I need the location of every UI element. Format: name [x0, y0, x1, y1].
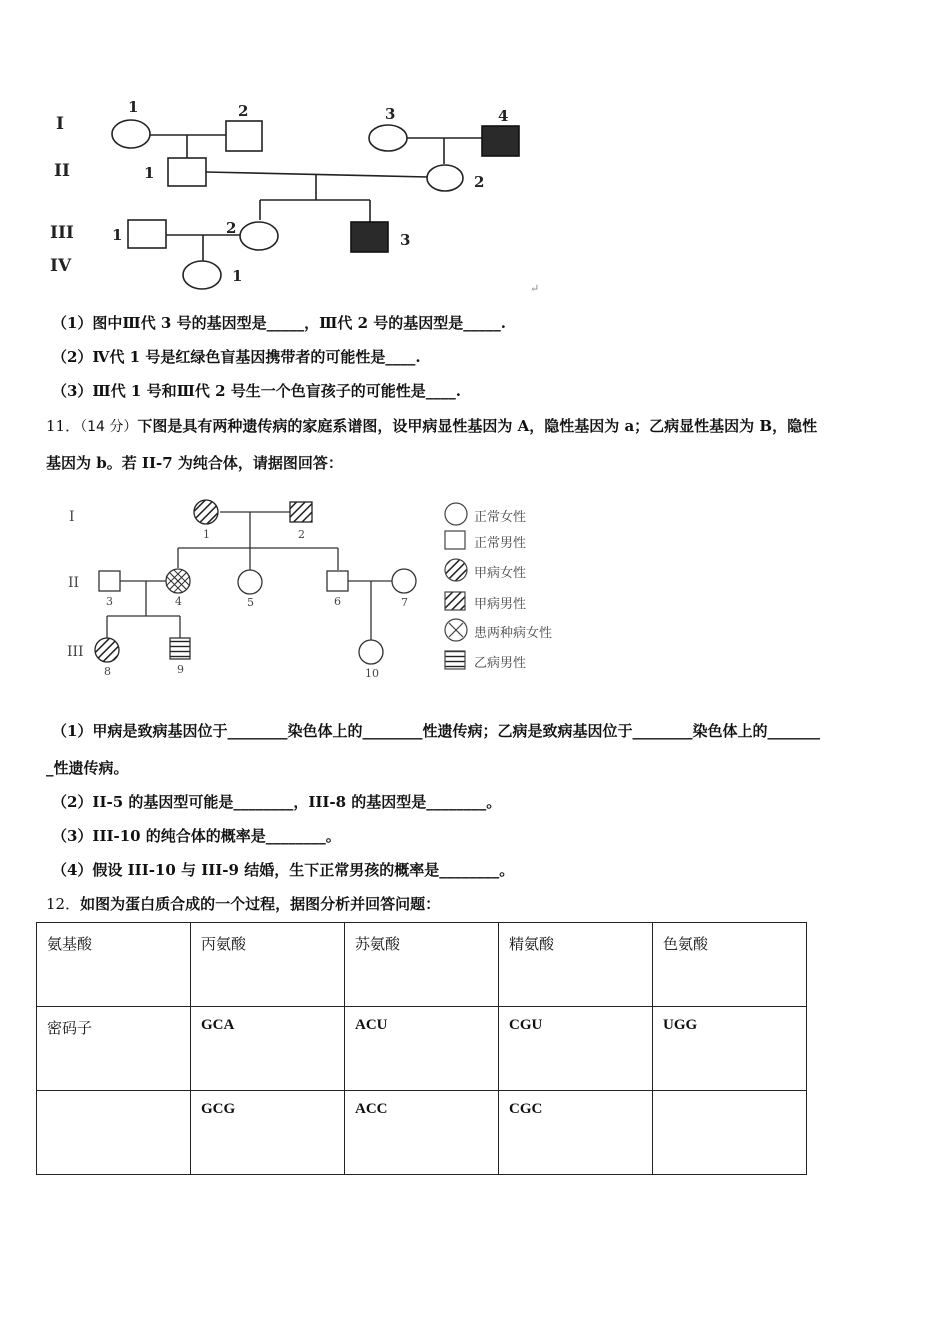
table-cell: GCG [191, 1091, 345, 1175]
legend-disease-a-male-icon [445, 592, 465, 610]
ped1-id: 2 [238, 102, 249, 120]
ped1-iv1-female [183, 261, 221, 289]
legend-both-diseases-female: 患两种病女性 [474, 626, 553, 641]
pedigree-1 [0, 90, 600, 300]
table-row [37, 1091, 807, 1175]
ped2-ii4-both-diseases-female [166, 569, 190, 593]
ped1-ii1-male [168, 158, 206, 186]
ped1-id: 1 [128, 98, 139, 116]
table-cell: 氨基酸 [37, 923, 191, 1007]
table-cell: CGC [499, 1091, 653, 1175]
legend-normal-male-icon [445, 531, 465, 549]
q11-line2: 基因为 b。若 II-7 为纯合体，请据图回答： [46, 454, 343, 472]
table-cell: 精氨酸 [499, 923, 653, 1007]
table-cell [653, 1091, 807, 1175]
ped1-ii2-female [427, 165, 463, 191]
table-cell: 色氨酸 [653, 923, 807, 1007]
legend-normal-male: 正常男性 [474, 536, 527, 551]
ped2-id: 9 [177, 663, 184, 676]
ped2-ii6-normal-male [327, 571, 348, 591]
q11-part1-continued: _性遗传病。 [46, 759, 129, 777]
q10-part2: （2）Ⅳ代 1 号是红绿色盲基因携带者的可能性是____. [52, 348, 421, 366]
table-cell: ACU [345, 1007, 499, 1091]
ped2-id: 8 [104, 665, 111, 678]
ped2-id: 5 [247, 596, 254, 609]
legend-disease-a-female-icon [445, 559, 467, 581]
ped2-gen-label: III [67, 644, 84, 660]
ped2-id: 4 [175, 595, 182, 608]
table-cell: UGG [653, 1007, 807, 1091]
ped1-gen-label: III [50, 223, 74, 243]
ped2-ii5-normal-female [238, 570, 262, 594]
ped1-gen-label: I [56, 114, 64, 134]
q10-part3: （3）Ⅲ代 1 号和Ⅲ代 2 号生一个色盲孩子的可能性是____. [52, 382, 461, 400]
q11-score: （14 分） [80, 419, 138, 435]
table-cell: 密码子 [37, 1007, 191, 1091]
ped1-id: 1 [112, 226, 123, 244]
ped1-id: 1 [144, 164, 155, 182]
q11-text: 下图是具有两种遗传病的家庭系谱图，设甲病显性基因为 A，隐性基因为 a；乙病显性基因为 B，隐性 [137, 417, 818, 435]
ped1-id: 3 [385, 105, 396, 123]
ped1-id: 2 [226, 219, 237, 237]
q12-line [46, 893, 440, 914]
ped2-gen-label: II [68, 575, 80, 591]
table-row [37, 923, 807, 1007]
ped1-iii3-affected-male [351, 222, 388, 252]
ped2-iii10-normal-female [359, 640, 383, 664]
q11-line1 [46, 415, 817, 436]
ped1-i4-affected-male [482, 126, 519, 156]
ped2-id: 2 [298, 528, 305, 541]
ped2-i2-disease-a-male [290, 502, 312, 522]
ped1-id: 2 [474, 173, 485, 191]
ped2-id: 10 [365, 667, 379, 680]
legend-normal-female: 正常女性 [474, 510, 527, 525]
ped1-i3-female [369, 125, 407, 151]
ped2-id: 3 [106, 595, 113, 608]
table-cell: CGU [499, 1007, 653, 1091]
ped2-id: 1 [203, 528, 210, 541]
ped2-ii3-normal-male [99, 571, 120, 591]
legend-disease-a-female: 甲病女性 [474, 566, 527, 581]
ped1-id: 1 [232, 267, 243, 285]
table-cell: ACC [345, 1091, 499, 1175]
q12-number: 12． [46, 895, 81, 913]
ped1-gen-label: IV [50, 256, 72, 276]
ped1-i1-female [112, 120, 150, 148]
ped1-i2-male [226, 121, 262, 151]
ped2-gen-label: I [69, 509, 75, 525]
legend-disease-b-male: 乙病男性 [474, 656, 527, 671]
table-cell [37, 1091, 191, 1175]
ped1-id: 4 [498, 107, 509, 125]
ped1-iii1-male [128, 220, 166, 248]
q12-text: 如图为蛋白质合成的一个过程，据图分析并回答问题： [80, 895, 441, 913]
return-mark: ↵ [530, 282, 540, 295]
q11-part3: （3）III-10 的纯合体的概率是________。 [52, 827, 341, 845]
legend-normal-female-icon [445, 503, 467, 525]
q11-part4: （4）假设 III-10 与 III-9 结婚，生下正常男孩的概率是________。 [52, 861, 515, 879]
q11-part1: （1）甲病是致病基因位于________染色体上的________性遗传病；乙病是致病基因位于________染色体上的_______ [52, 722, 820, 740]
legend-disease-b-male-icon [445, 651, 465, 669]
ped2-iii9-disease-b-male [170, 638, 190, 659]
ped2-id: 7 [401, 596, 408, 609]
q10-part1: （1）图中Ⅲ代 3 号的基因型是_____，Ⅲ代 2 号的基因型是_____. [52, 314, 506, 332]
ped2-i1-disease-a-female [194, 500, 218, 524]
table-row [37, 1007, 807, 1091]
ped2-iii8-disease-a-female [95, 638, 119, 662]
q11-number: 11． [46, 417, 81, 435]
table-cell: 苏氨酸 [345, 923, 499, 1007]
table-cell: GCA [191, 1007, 345, 1091]
ped2-ii7-normal-female [392, 569, 416, 593]
ped1-id: 3 [400, 231, 411, 249]
table-cell: 丙氨酸 [191, 923, 345, 1007]
ped1-gen-label: II [54, 161, 70, 181]
ped1-iii2-female [240, 222, 278, 250]
q11-part2: （2）II-5 的基因型可能是________，III-8 的基因型是________。 [52, 793, 502, 811]
ped2-id: 6 [334, 595, 341, 608]
legend-both-diseases-female-icon [445, 619, 467, 641]
codon-table [36, 922, 807, 1175]
legend-disease-a-male: 甲病男性 [474, 597, 527, 612]
